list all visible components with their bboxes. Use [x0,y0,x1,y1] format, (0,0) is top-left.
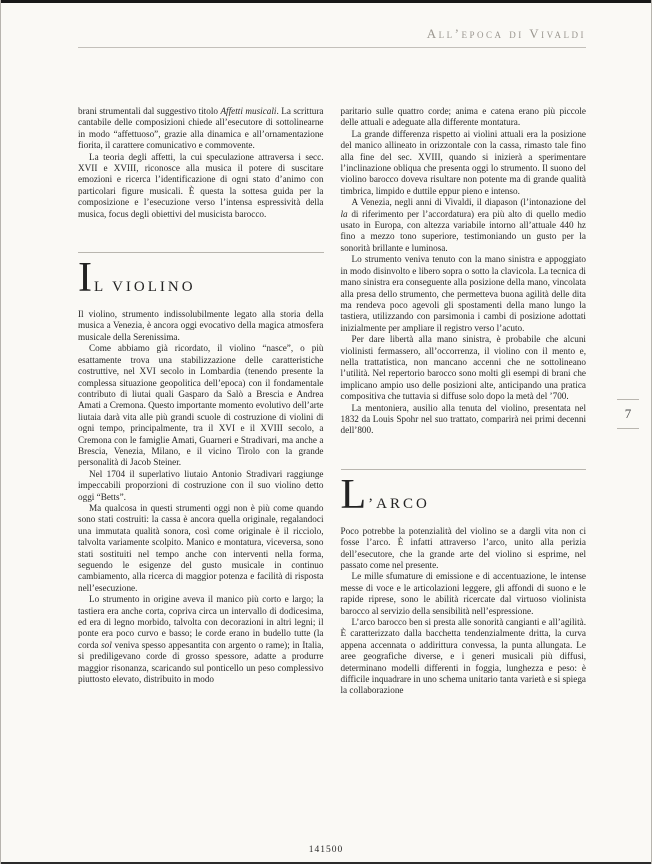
paragraph: A Venezia, negli anni di Vivaldi, il diapason (l’intonazione del la di riferimento per l’accordatura) era più alto di quello medio usato in Europa, con altezza variabile intorno all’attuale 440 hz fino a mezzo tono superiore, testimoniando un gusto per la sonorità brillante e luminosa. [340,197,586,253]
paragraph: Come abbiamo già ricordato, il violino “nasce”, o più esattamente trova una stabilizzazione delle caratteristiche costruttive, nel XVI secolo in Lombardia (tenendo presente la complessa situazione geopolitica dell’epoca) con il fondamentale contributo di liutai quali Gasparo da Salò a Brescia e Andrea Amati a Cremona. Questo importante momento evolutivo dell’arte liutaia darà vita alle più grandi scuole di costruzione di violini di ogni tempo, principalmente, tra il XVI e il XVIII secolo, a Cremona con le famiglie Amati, Guarneri e Stradivari, ma anche a Brescia, Venezia, Milano, e il vicino Tirolo con la grande personalità di Jacob Steiner. [78,343,324,468]
paragraph: Ma qualcosa in questi strumenti oggi non è più come quando sono stati costruiti: la cassa è ancora quella originale, regalandoci una immutata qualità sonora, così come originale è il ricciolo, talvolta variamente scolpito. Manico e montatura, viceversa, sono stati sostituiti nel tempo anche con interventi nella forma, seguendo le esigenze del gusto musicale in continuo cambiamento, alla ricerca di maggior potenza e facilità di risposta nell’esecuzione. [78,502,324,593]
paragraph: brani strumentali dal suggestivo titolo Affetti musicali. La scrittura cantabile delle composizioni chiede all’esecutore di sottolinearne in modo “affettuoso”, grazie alla dinamica e all’ornamentazione fiorita, il carattere comunicativo e commovente. [78,106,324,151]
heading-rule [78,252,324,253]
heading-text [340,471,587,518]
paragraph: La teoria degli affetti, la cui speculazione attraversa i secc. XVII e XVIII, riconosce alla musica il potere di suscitare emozioni e ricerca l’identificazione di ogni stato d’animo con particolari figure musicali. È questa la sottesa guida per la composizione e l’esecuzione verso l’intensa espressività della musica, focus degli obiettivi del musicista barocco. [78,151,324,219]
page-number-value: 7 [624,406,632,421]
heading-text [78,255,324,302]
paragraph: Lo strumento in origine aveva il manico più corto e largo; la tastiera era anche corta, copriva circa un intervallo di dodicesima, ed era di legno morbido, talvolta con decorazioni in altri legni; il ponte era poco curvo e basso; le corde erano in budello tutte (la corda sol veniva spesso appesantita con argento o rame); in Italia, si prediligevano corde di grosso spessore, adatte a produrre maggior risonanza, scaricando sul ponticello un peso complessivo piuttosto elevato, distribuito in modo [78,594,324,685]
paragraph: Per dare libertà alla mano sinistra, è probabile che alcuni violinisti fermassero, all’occorrenza, il violino con il mento e, nella trattatistica, non mancano accenni che ne sottolineano l’utilità. Nel repertorio barocco sono molti gli esempi di brani che implicano ampio uso delle posizioni alte, anticipando una pratica compositiva che tuttavia si diffuse solo dopo la metà del ’700. [340,334,586,402]
paragraph: Il violino, strumento indissolubilmente legato alla storia della musica a Venezia, è ancora oggi evocativo della magica atmosfera musicale della Serenissima. [78,309,324,342]
heading-rest: ’ARCO [368,495,430,512]
running-header: All’epoca di Vivaldi [426,26,586,41]
page-number [617,399,639,429]
paragraph: La mentoniera, ausilio alla tenuta del violino, presentata nel 1832 da Louis Spohr nel suo trattato, comparirà nei primi decenni dell’800. [340,402,586,436]
section-heading [340,469,587,518]
right-column [341,106,587,697]
page-number-rule-bottom [617,428,639,429]
paragraph: Lo strumento veniva tenuto con la mano sinistra e appoggiato in modo disinvolto e libero sopra o sotto la clavicola. La tecnica di mano sinistra era conseguente alla posizione della mano, vincolata alla presa dello strumento, che permetteva buona agilità delle dita ma rendeva poco agevoli gli spostamenti della mano lungo la tastiera, utilizzando con parsimonia i cambi di posizione adottati inizialmente per ampliare il registro verso l’acuto. [340,254,586,333]
paragraph: La grande differenza rispetto ai violini attuali era la posizione del manico allineato in orizzontale con la cassa, rimasto tale fino alla fine del sec. XVIII, quando si inizierà a sperimentare l’inclinazione obliqua che presenta oggi lo strumento. Il suono del violino barocco doveva risultare non potente ma di grande qualità timbrica, limpido e duttile eppur pieno e intenso. [340,128,586,196]
text-columns [78,106,586,697]
paragraph: L’arco barocco ben si presta alle sonorità cangianti e all’agilità. È caratterizzato dalla bacchetta tendenzialmente dritta, la curva appena accennata o addirittura convessa, la punta allungata. Le aree geografiche diverse, e i generi musicali più diffusi, determinano modelli differenti in foggia, lunghezza e peso: è difficile inquadrare in uno schema unitario tanta varietà e si spiega la collaborazione [340,617,586,696]
heading-rule [341,469,587,470]
paragraph: Le mille sfumature di emissione e di accentuazione, le intense messe di voce e le articolazioni leggere, gli affondi di suono e le rapide riprese, sono le abilità ricercate dal virtuoso violinista barocco al servizio della sensibilità nell’espressione. [340,571,586,616]
header-rule [78,47,586,48]
paragraph: Nel 1704 il superlativo liutaio Antonio Stradivari raggiunge impeccabili proporzioni di costruzione con il suo violino detto oggi “Betts”. [78,468,324,502]
page-number-rule-top [617,399,639,400]
heading-rest: L VIOLINO [94,279,196,296]
scan-edge-left [0,0,1,864]
left-column [78,106,324,697]
footer-catalog-number: 141500 [308,845,344,855]
heading-initial: L [340,471,367,518]
paragraph: paritario sulle quattro corde; anima e catena erano più piccole delle attuali e adeguate alla differente montatura. [340,106,586,128]
heading-initial: I [78,255,92,302]
page-content [78,26,586,697]
scan-edge-top [0,0,652,3]
paragraph: Poco potrebbe la potenzialità del violino se a dargli vita non ci fosse l’arco. È infatti attraverso l’arco, unito alla perizia dell’esecutore, che la grande arte del violino si esprime, nel passato come nel presente. [340,525,586,570]
section-heading [78,252,324,302]
